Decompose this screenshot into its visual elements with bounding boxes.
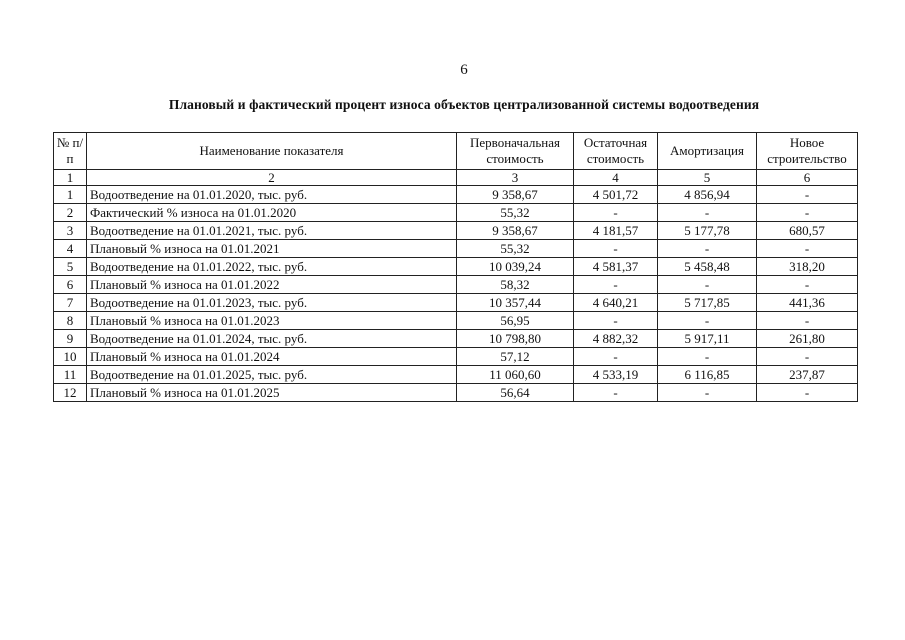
table-row: [54, 222, 858, 240]
new-construction-cell: -: [757, 276, 858, 294]
amortization-cell: 5 177,78: [658, 222, 757, 240]
initial-cost-cell: 9 358,67: [457, 186, 574, 204]
column-number: 2: [87, 170, 457, 186]
row-index-cell: 8: [54, 312, 87, 330]
new-construction-cell: -: [757, 384, 858, 402]
row-index-cell: 12: [54, 384, 87, 402]
initial-cost-cell: 56,64: [457, 384, 574, 402]
residual-cost-cell: -: [574, 204, 658, 222]
new-construction-cell: -: [757, 312, 858, 330]
row-index-cell: 11: [54, 366, 87, 384]
residual-cost-cell: -: [574, 384, 658, 402]
indicator-name-cell: Водоотведение на 01.01.2023, тыс. руб.: [87, 294, 457, 312]
table-row: [54, 204, 858, 222]
new-construction-cell: 680,57: [757, 222, 858, 240]
amortization-cell: -: [658, 312, 757, 330]
new-construction-cell: -: [757, 348, 858, 366]
new-construction-cell: -: [757, 240, 858, 258]
table-row: [54, 240, 858, 258]
indicator-name-cell: Водоотведение на 01.01.2024, тыс. руб.: [87, 330, 457, 348]
new-construction-cell: -: [757, 186, 858, 204]
wear-percentage-table: [53, 132, 858, 402]
amortization-cell: -: [658, 348, 757, 366]
amortization-cell: 5 458,48: [658, 258, 757, 276]
initial-cost-cell: 10 039,24: [457, 258, 574, 276]
row-index-cell: 6: [54, 276, 87, 294]
table-row: [54, 186, 858, 204]
column-number: 6: [757, 170, 858, 186]
header-idx: № п/п: [54, 133, 87, 170]
indicator-name-cell: Водоотведение на 01.01.2020, тыс. руб.: [87, 186, 457, 204]
indicator-name-cell: Плановый % износа на 01.01.2023: [87, 312, 457, 330]
table-row: [54, 258, 858, 276]
table-row: [54, 312, 858, 330]
initial-cost-cell: 10 798,80: [457, 330, 574, 348]
new-construction-cell: -: [757, 204, 858, 222]
residual-cost-cell: -: [574, 276, 658, 294]
indicator-name-cell: Плановый % износа на 01.01.2024: [87, 348, 457, 366]
new-construction-cell: 441,36: [757, 294, 858, 312]
column-number: 4: [574, 170, 658, 186]
amortization-cell: 4 856,94: [658, 186, 757, 204]
residual-cost-cell: -: [574, 348, 658, 366]
table-row: [54, 366, 858, 384]
indicator-name-cell: Плановый % износа на 01.01.2021: [87, 240, 457, 258]
column-number-row: [54, 170, 858, 186]
header-initial-cost: Первоначальная стоимость: [457, 133, 574, 170]
amortization-cell: 5 917,11: [658, 330, 757, 348]
residual-cost-cell: 4 882,32: [574, 330, 658, 348]
initial-cost-cell: 57,12: [457, 348, 574, 366]
column-number: 3: [457, 170, 574, 186]
row-index-cell: 2: [54, 204, 87, 222]
new-construction-cell: 318,20: [757, 258, 858, 276]
indicator-name-cell: Водоотведение на 01.01.2021, тыс. руб.: [87, 222, 457, 240]
initial-cost-cell: 58,32: [457, 276, 574, 294]
column-number: 5: [658, 170, 757, 186]
residual-cost-cell: -: [574, 240, 658, 258]
table-row: [54, 294, 858, 312]
column-number: 1: [54, 170, 87, 186]
row-index-cell: 9: [54, 330, 87, 348]
row-index-cell: 7: [54, 294, 87, 312]
row-index-cell: 3: [54, 222, 87, 240]
row-index-cell: 10: [54, 348, 87, 366]
amortization-cell: 5 717,85: [658, 294, 757, 312]
table-header: [54, 133, 858, 186]
amortization-cell: -: [658, 384, 757, 402]
header-new-construction: Новое строительство: [757, 133, 858, 170]
initial-cost-cell: 11 060,60: [457, 366, 574, 384]
amortization-cell: -: [658, 240, 757, 258]
initial-cost-cell: 55,32: [457, 240, 574, 258]
header-row: [54, 133, 858, 170]
new-construction-cell: 237,87: [757, 366, 858, 384]
page-title: Плановый и фактический процент износа объектов централизованной системы водоотведения: [168, 97, 760, 112]
row-index-cell: 1: [54, 186, 87, 204]
initial-cost-cell: 55,32: [457, 204, 574, 222]
table-row: [54, 384, 858, 402]
indicator-name-cell: Водоотведение на 01.01.2025, тыс. руб.: [87, 366, 457, 384]
initial-cost-cell: 56,95: [457, 312, 574, 330]
table-row: [54, 330, 858, 348]
residual-cost-cell: -: [574, 312, 658, 330]
indicator-name-cell: Водоотведение на 01.01.2022, тыс. руб.: [87, 258, 457, 276]
indicator-name-cell: Плановый % износа на 01.01.2025: [87, 384, 457, 402]
residual-cost-cell: 4 581,37: [574, 258, 658, 276]
amortization-cell: -: [658, 204, 757, 222]
residual-cost-cell: 4 181,57: [574, 222, 658, 240]
header-residual-cost: Остаточная стоимость: [574, 133, 658, 170]
residual-cost-cell: 4 640,21: [574, 294, 658, 312]
residual-cost-cell: 4 533,19: [574, 366, 658, 384]
indicator-name-cell: Фактический % износа на 01.01.2020: [87, 204, 457, 222]
initial-cost-cell: 9 358,67: [457, 222, 574, 240]
row-index-cell: 4: [54, 240, 87, 258]
table-row: [54, 276, 858, 294]
header-name: Наименование показателя: [87, 133, 457, 170]
indicator-name-cell: Плановый % износа на 01.01.2022: [87, 276, 457, 294]
amortization-cell: -: [658, 276, 757, 294]
table-row: [54, 348, 858, 366]
initial-cost-cell: 10 357,44: [457, 294, 574, 312]
header-amortization: Амортизация: [658, 133, 757, 170]
row-index-cell: 5: [54, 258, 87, 276]
table-body: [54, 186, 858, 402]
amortization-cell: 6 116,85: [658, 366, 757, 384]
new-construction-cell: 261,80: [757, 330, 858, 348]
page-number: 6: [460, 62, 468, 78]
residual-cost-cell: 4 501,72: [574, 186, 658, 204]
